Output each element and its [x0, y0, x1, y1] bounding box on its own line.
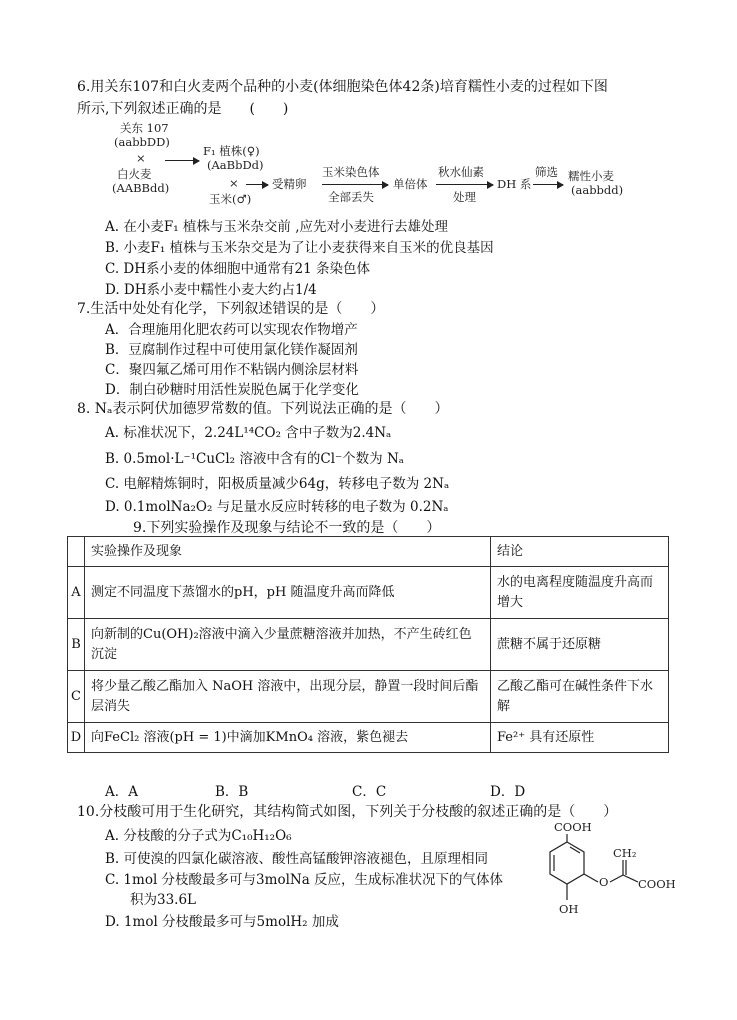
q10-stem: 10.分枝酸可用于生化研究，其结构简式如图，下列关于分枝酸的叙述正确的是（ ）: [77, 804, 618, 820]
row-label: A: [68, 567, 85, 619]
q9-stem: 9.下列实验操作及现象与结论不一致的是（ ）: [133, 520, 441, 536]
header-label-cell: [68, 537, 85, 567]
chorismic-acid-structure: [520, 820, 690, 925]
q8-option-b: B. 0.5mol·L⁻¹CuCl₂ 溶液中含有的Cl⁻个数为 Nₐ: [105, 451, 404, 467]
row-label: C: [68, 671, 85, 723]
header-operation: 实验操作及现象: [85, 537, 491, 567]
table-row: [68, 567, 669, 619]
f1-genotype: (AaBbDd): [207, 158, 264, 172]
result-genotype: (aabbdd): [571, 183, 624, 197]
q10-option-c-cont: 积为33.6L: [130, 892, 197, 908]
q6-option-b: B. 小麦F₁ 植株与玉米杂交是为了让小麦获得来自玉米的优良基因: [105, 240, 494, 256]
corn-parent: 玉米(♂): [209, 192, 252, 206]
table-row: [68, 671, 669, 723]
header-conclusion: 结论: [491, 537, 669, 567]
result-name: 糯性小麦: [568, 169, 614, 183]
arrow-to-result: [533, 184, 563, 185]
screen-label: 筛选: [535, 165, 558, 179]
structure-bonds: [520, 820, 690, 925]
table-row: [68, 619, 669, 671]
q10-option-a: A. 分枝酸的分子式为C₁₀H₁₂O₆: [105, 828, 292, 844]
q6-option-c: C. DH系小麦的体细胞中通常有21 条染色体: [105, 261, 370, 277]
row-operation: 测定不同温度下蒸馏水的pH，pH 随温度升高而降低: [85, 567, 491, 619]
row-operation: 向新制的Cu(OH)₂溶液中滴入少量蔗糖溶液并加热，不产生砖红色沉淀: [85, 619, 491, 671]
q10-option-b: B. 可使溴的四氯化碳溶液、酸性高锰酸钾溶液褪色，且原理相同: [105, 851, 489, 867]
row-conclusion: Fe²⁺ 具有还原性: [491, 723, 669, 753]
row-operation: 向FeCl₂ 溶液(pH = 1)中滴加KMnO₄ 溶液，紫色褪去: [85, 723, 491, 753]
row-conclusion: 蔗糖不属于还原糖: [491, 619, 669, 671]
row-label: B: [68, 619, 85, 671]
step-bottom-label: 全部丢失: [328, 190, 374, 204]
label-oxygen: O: [599, 875, 609, 889]
q8-stem: 8. Nₐ表示阿伏加德罗常数的值。下列说法正确的是（ ）: [77, 401, 449, 417]
q9-experiment-table: [67, 536, 669, 753]
q6-stem-line1: 6.用关东107和白火麦两个品种的小麦(体细胞染色体42条)培育糯性小麦的过程如下图: [77, 79, 608, 95]
parent2-name: 白火麦: [117, 167, 152, 181]
step-top-label: 玉米染色体: [322, 165, 380, 179]
label-ch2: CH₂: [613, 846, 637, 860]
label-cooh-side: COOH: [638, 877, 676, 891]
table-header-row: [68, 537, 669, 567]
label-cooh-top: COOH: [554, 820, 592, 834]
q9-choice-c: C．C: [352, 784, 387, 800]
arrow-to-zygote: [246, 184, 268, 185]
row-conclusion: 乙酸乙酯可在碱性条件下水解: [491, 671, 669, 723]
arrow-to-dh: [436, 184, 493, 185]
q7-option-b: B．豆腐制作过程中可使用氯化镁作凝固剂: [105, 342, 358, 358]
q9-choice-d: D．D: [490, 784, 526, 800]
haploid-label: 单倍体: [393, 177, 428, 191]
arrow-to-f1: [165, 160, 199, 161]
colchicine-top-label: 秋水仙素: [438, 165, 484, 179]
q7-option-d: D．制白砂糖时用活性炭脱色属于化学变化: [105, 382, 359, 398]
q8-option-d: D. 0.1molNa₂O₂ 与足量水反应时转移的电子数为 0.2Nₐ: [105, 499, 449, 515]
f1-name: F₁ 植株(♀): [203, 144, 260, 158]
row-label: D: [68, 723, 85, 753]
cross-symbol-2: ×: [229, 176, 239, 190]
q8-option-c: C. 电解精炼铜时，阳极质量减少64g，转移电子数为 2Nₐ: [105, 476, 450, 492]
dh-line-label: DH 系: [497, 177, 532, 191]
q7-option-a: A．合理施用化肥农药可以实现农作物增产: [105, 322, 358, 338]
q9-choice-b: B．B: [215, 784, 249, 800]
q6-stem-line2: 所示,下列叙述正确的是 ( ): [77, 101, 289, 117]
label-oh: OH: [559, 902, 579, 916]
q10-option-c: C. 1mol 分枝酸最多可与3molNa 反应，生成标准状况下的气体体: [105, 872, 504, 888]
q6-option-a: A. 在小麦F₁ 植株与玉米杂交前 ,应先对小麦进行去雄处理: [105, 219, 448, 235]
q9-choice-a: A．A: [105, 784, 138, 800]
q7-option-c: C．聚四氟乙烯可用作不粘锅内侧涂层材料: [105, 362, 359, 378]
q10-option-d: D. 1mol 分枝酸最多可与5molH₂ 加成: [105, 914, 339, 930]
row-conclusion: 水的电离程度随温度升高而增大: [491, 567, 669, 619]
q7-stem: 7.生活中处处有化学，下列叙述错误的是（ ）: [77, 301, 385, 317]
cross-symbol-1: ×: [136, 151, 146, 165]
q8-option-a: A. 标准状况下，2.24L¹⁴CO₂ 含中子数为2.4Nₐ: [105, 425, 392, 441]
colchicine-bottom-label: 处理: [453, 190, 476, 204]
parent1-genotype: (aabbDD): [114, 135, 170, 149]
arrow-to-haploid: [322, 184, 388, 185]
zygote-label: 受精卵: [272, 177, 307, 191]
parent1-name: 关东 107: [120, 121, 169, 135]
q6-option-d: D. DH系小麦中糯性小麦大约占1/4: [105, 282, 317, 298]
row-operation: 将少量乙酸乙酯加入 NaOH 溶液中，出现分层，静置一段时间后酯层消失: [85, 671, 491, 723]
parent2-genotype: (AABBdd): [112, 181, 170, 195]
table-row: [68, 723, 669, 753]
